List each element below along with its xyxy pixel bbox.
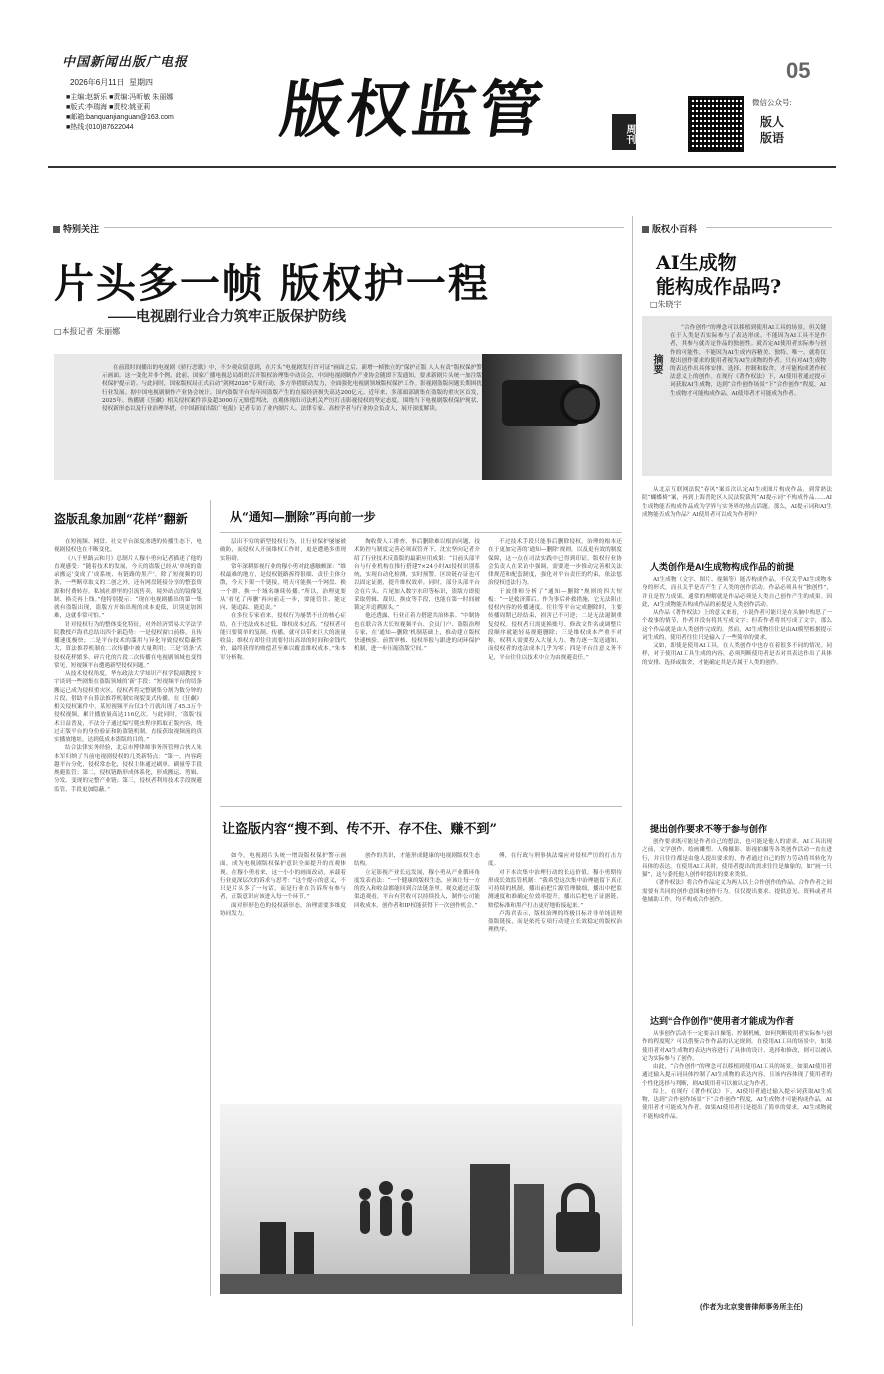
abstract-text: “合作创作”的理念可以移植到使用AI工具的场景，但关键在于人类是否实际参与了表达形成。不能因为AI工具不是作者，其参与就否定作品的独创性。就否定AI使用者实际参与创作的可能性。不能因为AI生成内容精美、独特、唯一，就将仅提出创作要求的使用者视为AI生成物的作者。只有对AI生成物的表达作出具体安排、选择、控制和取舍，才可能构成著作权法意义上的创作。在现行《著作权法》下，AI使用者通过提示词获取AI生成物，达到“合作创作场景”下“合作创作”程度，AI生成物才可能构成作品，AI使用者才可能成为作者。	[670, 325, 826, 397]
wechat-label: 微信公众号:	[752, 98, 792, 107]
col1-para: 结合法律实务经验，北京市博律师事务所管理合伙人朱本军归纳了当前电视剧侵权的几类新特点：“第一，内容跨越平台分化，侵权常态化，侵权主体通过刷单、刷量等手段规避监管；第二，侵权链路形成体系化，形成搬运、剪辑、分发、变现的完整产业链；第三，侵权者利用技术手段规避监管，手段更加隐蔽。”	[54, 745, 202, 793]
sub2-para: 面对形形色色的侵权新形态，治理需要多维度协同发力。	[220, 902, 346, 917]
col-divider	[210, 500, 211, 1296]
issue-date	[70, 78, 153, 88]
col1-heading: 盗版乱象加剧“花样”翻新	[54, 512, 188, 526]
col2-para: 在多位专家看来，侵权行为屡禁不止的核心症结，在于违法成本过低、维权成本过高。“侵权者可能只要简单的复制、传播，就可以带来巨大的流量收益；维权方却往往需要付出高昂的时间和金钱代价，最终获得的赔偿甚至难以覆盖维权成本。”朱本军分析称。	[220, 613, 346, 661]
document-icon	[514, 1184, 544, 1284]
side-h1: 人类创作是AI生成物构成作品的前提	[650, 562, 795, 572]
credit-line: ■邮箱:banquanjianguan@163.com	[66, 114, 174, 121]
intro-text: 在前段时间播出的电视剧《骄行恋歌》中，不少观众留意到，在片头“电视剧发行许可证”画面之后，新增一帧独立的“保护正版 人人有责”版权保护警示画面。这一变化并非个例。此前，国家广播电视总局组织召开版权治理集中动员会，中国电视剧制作产业协会随即下发通知，要求新剧片头统一加注版权保护提示语。与此同时，国家版权局正式启动“剑网2026”专项行动，多方举措联动发力，全面强化电视剧领域版权保护工作。影视剧盗版问题长期困扰行业发展。据中国电视剧制作产业协会统计，国内盗版平台每年因盗版产生的直接经济损失高达200亿元。近年来，多部頭部剧集在盗版的重灾区首发，2025年，热播剧《狂飙》相关侵权案件涉及超3000万元赔偿判决，直观体现出司法机关严厉打击影视侵权的坚定态度。围绕当下电视剧版权保护现状、侵权新形态以及行业治理举措，《中国新闻出版广电报》记者专访了业内制片人、法律专家、高校学者与行业协会负责人，展开深度解读。	[102, 365, 482, 413]
col1	[54, 538, 202, 1296]
intro-box	[54, 354, 622, 480]
col2-para: 层出不穷的新型侵权行为，让行业保护屡屡被破防，而侵权人开展维权工作时，更是遭遇多重现实阻碍。	[220, 539, 346, 562]
masthead-title: 版权监管	[276, 73, 551, 146]
side-h3: 达到“合作创作”使用者才能成为作者	[650, 1016, 795, 1026]
folder-icon	[260, 1222, 286, 1280]
illustration-graphic	[220, 1104, 622, 1294]
main-headline: 片头多一帧 版权护一程	[54, 260, 490, 307]
col1-para: 从技术侵权角度，华东政法大学知识产权学院副教授卞宇谈到一些剧集在盗版领域的‘新’手段：“短视频平台的切条搬运已成为侵权重灾区，侵权者将完整剧集分割为数分钟的片段，借助平台算法推荐机制实现裂变式传播。在《狂飙》相关侵权案件中，某短视频平台仅3个月就出现了45.3万个侵权视频，累计播放量高达116亿次。与此同时，‘盗版’技术日益普及，不法分子通过编写爬虫程序抓取正版内容，绕过正版平台的身份验证和防盗链机制，直接获取视频流的真实播放地址，达到低成本盗版的目的。”	[54, 671, 202, 743]
col2-para: 常年深耕影视行业的穆小勇对此感触颇深：“维权最难的地方，是侵权链路拆得很细、责任主体分散，今天下架一个链接，明天可能换一个网盘、换一个群、换一个域名继续传播。”所以，治理更要从‘看见了再删’再向前走一步，要能管住、能定向、能追踪、能追责。”	[220, 563, 346, 611]
document-icon	[470, 1164, 510, 1284]
section-tag: 特别关注	[53, 222, 99, 235]
side-intro-para: 从北京互联网法院“春风”案首次认定AI生成图片构成作品，到常熟法院“蝴蝶椅”案，再到上海普陀区人民法院裁判“AI提示词”不构成作品……AI生成物能否构成作品成为学界与实务界的热点话题。那么，AI提示词和AI生成物能否成为作品？AI使用者可以成为作者吗？	[642, 487, 832, 518]
col1-para: 针对侵权行为的整体变化特征，对外经济贸易大学法学院教授卢海君总结出四个新趋势：一是侵权窗口前移，且传播速度极快；二是平台技术的滥用与异化导致侵权隐蔽性大，算法推荐机制在二次传播中被大量利用；三是‘切条’式侵权花样繁多，碎片化的片段二次传播在电视剧领域也变得常见，短视频平台遭遇新型侵权问题。”	[54, 621, 202, 669]
wechat-name: 版人版语	[760, 115, 785, 145]
side-h2: 提出创作要求不等于参与创作	[650, 824, 768, 834]
credit-line: ■热线:(010)87622044	[66, 124, 134, 131]
weekday-text: 星期四	[129, 78, 154, 87]
col1-para: 在短视频、网盘、社交平台深度渗透的传播生态下，电视剧侵权也在不断变化。	[54, 539, 202, 554]
side-para: 又如，即使是使用AI工具，在人类创作中也存在着很多不同的情况。同样，对于使用AI工具生成的内容，必须判断使用者是否对其表达作出了具体的安排、选择或取舍，才能确定其是否属于人类的创作。	[642, 643, 832, 666]
side-para: 从事创作活动不一定要亲自操笔、控制机械，如何判断使用者实际参与创作的程度呢？可以借鉴合作作品的认定规则。在使用AI工具的场景中，如果使用者对AI生成物的表达内容进行了具体的设计、选择和修改，则可以被认定为实际参与了创作。	[642, 1031, 832, 1062]
col1-para: 《八千里路云和月》总制片人穆小勇向记者描述了他的直观感受：“随着技术的发展，今天的盗版已经从‘单纯的盗录搬运’变成了‘成系统、有链路的黑产’，除了短视频的切条，一些断章取义的二创之外，还有网盘链接分享的整套资源和付费转存，私域社群里的引流售卖，境外站点的镜像复制、换壳再上线。”他特别提示：“现在电视剧播出的第一集就有盗版出现，盗版方开始出现的成本更低，识别更加困难，这就非常可怕。”	[54, 555, 202, 620]
sub2-para: 如今，电视剧片头统一增设版权保护警示画面，成为电视剧版权保护意识全面提升的直观体现。在穆小勇看来，这一小小的画面改动，承载着行业更深层次的诉求与思考：“这个提示的意义，不只是片头多了一句话，而是行业在告诉所有参与者，正版意识应该进入每一个环节。”	[220, 853, 346, 901]
side-para: 《著作权法》将合作作品定义为两人以上合作创作的作品。合作作者之间需要有共同的创作意图和创作行为。仅仅提出要求、提供意见、资料或者其他辅助工作，均不构成合作创作。	[642, 880, 832, 903]
masthead-rule	[48, 166, 836, 168]
ground	[220, 1274, 622, 1294]
illustration	[220, 1104, 622, 1294]
author-note: (作者为北京斐普律师事务所主任)	[700, 1304, 803, 1311]
abstract-label: 摘要	[651, 354, 662, 374]
sub2-para: 创作的共识，才能形成健康的电视剧版权生态结构。	[354, 853, 480, 868]
side-para: 综上，在现行《著作权法》下，AI使用者通过输入提示词获取AI生成物，达到“合作创作场景”下“合作创作”程度，AI生成物才可能构成作品，AI使用者才可能成为作者。如果AI使用者只是提出了简单的要求，AI生成物就不能构成作品。	[642, 1088, 832, 1120]
col3-para: 他还透露，行业正着力搭建共治体系。“中制协也在联合各大长短视频平台、会员门户、盗版治理专家，在‘通知—删除’机制基础上，推动建立版权快速核验、前置审核、侵权举报与跟进的闭环保护机制，进一步压缩盗版空间。”	[354, 613, 480, 653]
person-icon	[360, 1200, 370, 1234]
col4	[488, 538, 622, 796]
abstract-box	[642, 316, 832, 476]
credit-line: ■版式:李瑞海 ■责校:姚亚莉	[66, 104, 151, 111]
side-para: 创作要求既可能是作者自己的想法，也可能是他人的需求。AI工具出现之前，文学创作、绘画雕塑、人像摄影、影视拍摄等各类创作活动一直在进行，并且往往都是由他人提出要求的，作者通过自己的智力劳动将其转化为具体的表达。在使用AI工具时，使用者提出的需求往往是抽象的，如“画一只猫”，这与委托他人创作时提出的要求类似。	[642, 839, 832, 878]
lock-shackle-icon	[564, 1186, 592, 1212]
sub2-col1	[220, 852, 346, 1098]
side-headline-1: AI生成物	[656, 252, 737, 274]
sub2-para: 对下本次集中治理行动的长远价值，穆小勇期待形成长效监管机制：“我希望这次集中治理能留下真正可持续的机制，播出前把片源管理做细，播出中把监测速度和准确定位效率提升，播出后把电子证据链、赔偿标准和黑产打击更好地衔接起来。”	[488, 869, 622, 909]
side-sec3	[642, 1030, 832, 1296]
weekly-tag: 周刊	[612, 114, 636, 150]
lens-icon	[560, 384, 600, 424]
sub2-heading: 让盗版内容“搜不到、传不开、存不住、赚不到”	[222, 822, 497, 837]
side-byline: □朱晓宇	[650, 300, 682, 309]
side-intro	[642, 486, 832, 519]
main-byline: □本报记者 朱丽娜	[54, 327, 121, 336]
col4-para: 不过技术手段只能事后删除侵权，治理的根本还在于更加完善的‘通知—删除’规则，以及更有效的制度保障，这一点在司法实践中已得到印证。版权行业协会负责人在采访中强调，需要进一步推动完善相关法律规范和配套制度，强化对平台责任的约束，依法惩治侵权违法行为。	[488, 539, 622, 587]
person-head-icon	[359, 1188, 371, 1200]
side-section-tag: 版权小百科	[642, 222, 697, 235]
person-head-icon	[401, 1189, 413, 1201]
credit-line: ■主编:赵新乐 ■责编:冯昕敏 朱丽娜	[66, 94, 174, 101]
folder-icon	[294, 1232, 314, 1280]
side-section-rule	[706, 227, 832, 228]
col4-para: 于波律师分析了“通知—删除”规则的四大短板：“一是救济滞后。作为事后补救措施，它无法阻止侵权内容的传播速度。往往等平台完成删除时，主要传播周期已经结束，损害已不可逆；二是无法遏制重复侵权。侵权者只需更换账号、修改文件名或调整片段顺序就能轻易规避删除；三是维权成本严重不对称，权利人需要投入大量人力、物力逐一发送通知，而侵权者的违法成本几乎为零；四是平台注意义务不足，平台往往以技术中立为由规避责任。”	[488, 588, 622, 661]
page-number: 05	[786, 58, 811, 83]
person-icon	[402, 1202, 412, 1236]
publisher-name: 中国新闻出版广电报	[62, 55, 189, 70]
sub2-col3	[488, 852, 622, 1098]
credits-block	[66, 93, 236, 133]
col2-heading: 从“通知—删除”再向前一步	[230, 510, 376, 524]
sub2-para: 立足影视产业长远发展，穆小勇从产业循环角度发表看法：“一个健康的版权生态，应该让每一方的投入和收益都能回到合法链条里。观众通过正版渠道观看，平台有营收可以持续投入，制作公司能回收成本、创作者和IP权能获得下一次创作机会。”	[354, 869, 480, 909]
main-subheadline: ——电视剧行业合力筑牢正版保护防线	[108, 308, 346, 324]
heading-rule	[220, 532, 622, 533]
side-headline-2: 能构成作品吗?	[656, 276, 782, 298]
person-head-icon	[379, 1181, 393, 1195]
sub2-para: 卢海君表示，版权治理的终极目标并非单纯清理盗版链接，而是依托专项行动建立长效稳定的版权治理秩序。	[488, 910, 622, 934]
date-text: 2026年6月11日	[70, 78, 125, 87]
lock-body-icon	[556, 1212, 600, 1252]
side-para: 由此，“合作创作”的理念可以移植到使用AI工具的场景。如果AI使用者通过输入提示词具体控制了AI生成物的表达内容，且该内容体现了使用者的个性化选择与判断，则AI使用者可以被认定为作者。	[642, 1064, 832, 1087]
side-para: AI生成物（文字、图片、视频等）能否构成作品，不仅关乎AI生成物本身的形式，而且关乎是否产生了人类的创作活动。作品必须具有“独创性”，并且是智力成果。通常的理解就是作品必须是人类自己创作产生的成果。因此，AI生成物能否构成作品的前提是人类创作活动。	[642, 577, 832, 608]
camera-photo	[482, 354, 622, 480]
side-para: 从作品《著作权法》上的意义来看，小说作者可能只是在头脑中构思了一个故事的情节，作者并没有将其写成文字；但若作者将其写成了文字，那么这个作品就是由人类创作完成的。然而，AI生成物往往是由AI模型根据提示词生成的，使用者往往只是输入了一些简单的要求。	[642, 610, 832, 641]
side-sec1	[642, 576, 832, 812]
side-sec2	[642, 838, 832, 1006]
col3	[354, 538, 480, 796]
person-icon	[380, 1196, 392, 1236]
qr-code	[688, 96, 744, 152]
section-rule	[104, 227, 624, 228]
col3-para: 掏收费人工排查、事后删除难以根治问题，技术防控与制度完善必须双管齐下。沈宏坚向记者介绍了行业技术反盗版的最新应用成果：“目前头部平台与行业机构在推行搭建7×24小时AI侵权识别系统，实现自动化检测，实时预警。区块链存证也可以固定证据，提升维权效率。同时，部分头部平台会在片头、片尾加入数字水印等标识，盗版方即使采取剪辑、裁切、换皮等手段，也能在第一时间被锁定并追溯源头。”	[354, 539, 480, 611]
column-divider	[632, 216, 633, 1326]
sub2-para: 傅，在行政与刑事执法端应对侵权严厉的打击力度。	[488, 853, 622, 868]
sub2-rule-top	[220, 806, 622, 807]
col2	[220, 538, 346, 796]
sub2-col2	[354, 852, 480, 1098]
